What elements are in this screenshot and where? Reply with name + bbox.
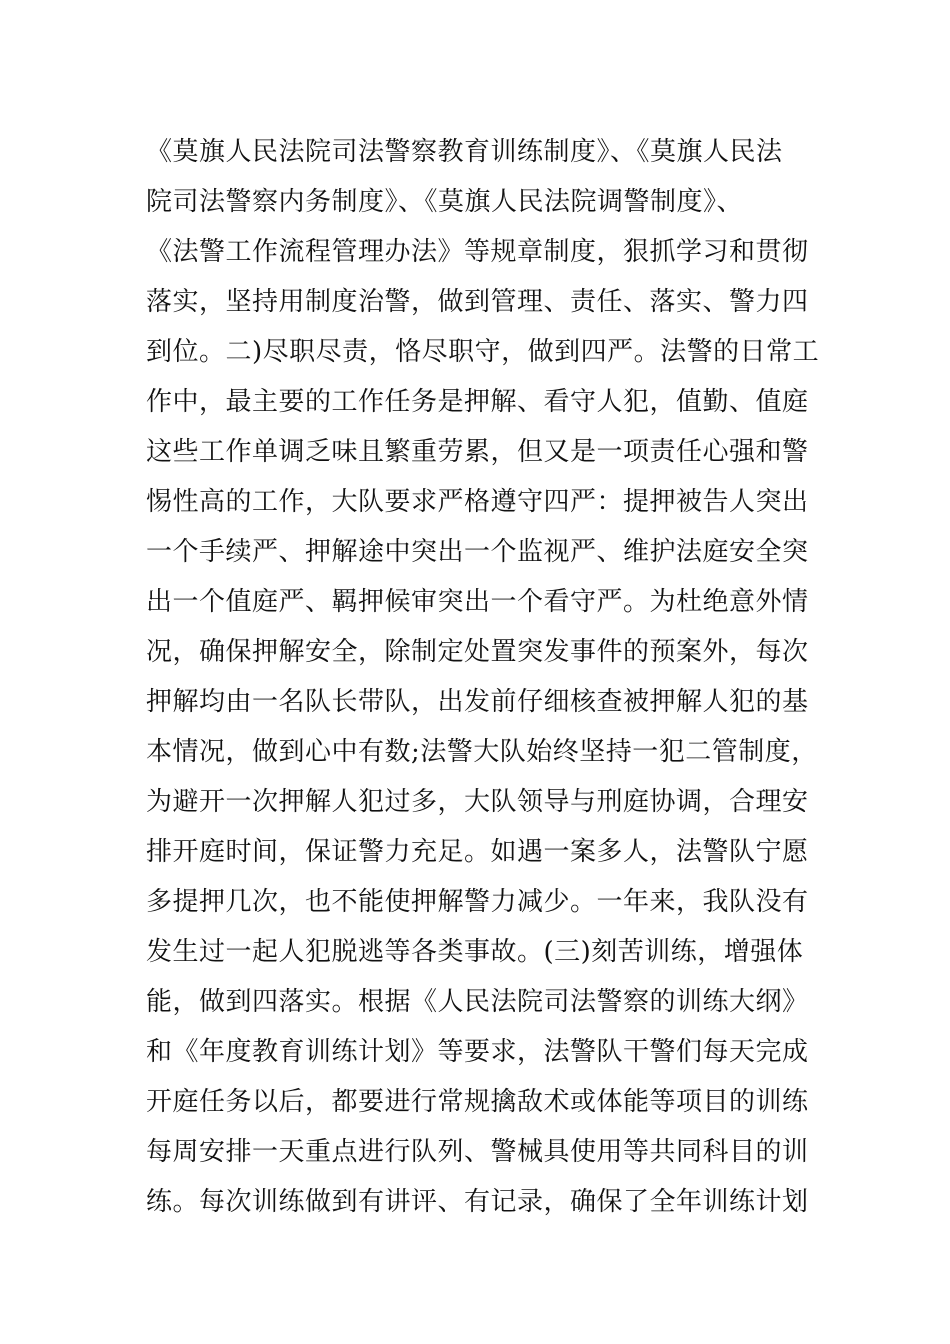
text-line: 开庭任务以后，都要进行常规擒敌术或体能等项目的训练 — [146, 1087, 809, 1117]
text-line: 押解均由一名队长带队，出发前仔细核查被押解人犯的基 — [146, 687, 809, 717]
text-line: 作中，最主要的工作任务是押解、看守人犯，值勤、值庭 — [146, 387, 809, 417]
text-line: 况，确保押解安全，除制定处置突发事件的预案外，每次 — [146, 637, 809, 667]
text-line: 这些工作单调乏味且繁重劳累，但又是一项责任心强和警 — [146, 437, 809, 467]
text-line: 发生过一起人犯脱逃等各类事故。(三)刻苦训练，增强体 — [146, 937, 804, 967]
text-line: 和《年度教育训练计划》等要求，法警队干警们每天完成 — [146, 1037, 809, 1067]
text-line: 排开庭时间，保证警力充足。如遇一案多人，法警队宁愿 — [146, 837, 809, 867]
text-line: 到位。二)尽职尽责，恪尽职守，做到四严。法警的日常工 — [146, 337, 820, 367]
text-line: 《莫旗人民法院司法警察教育训练制度》、《莫旗人民法 — [146, 137, 783, 167]
text-line: 能，做到四落实。根据《人民法院司法警察的训练大纲》 — [146, 987, 809, 1017]
body-text — [146, 127, 820, 1227]
text-line: 为避开一次押解人犯过多，大队领导与刑庭协调，合理安 — [146, 787, 809, 817]
text-line: 院司法警察内务制度》、《莫旗人民法院调警制度》、 — [146, 187, 744, 217]
text-line: 惕性高的工作，大队要求严格遵守四严：提押被告人突出 — [146, 487, 809, 517]
text-line: 每周安排一天重点进行队列、警械具使用等共同科目的训 — [146, 1137, 809, 1167]
text-line: 落实，坚持用制度治警，做到管理、责任、落实、警力四 — [146, 287, 809, 317]
text-line: 出一个值庭严、羁押候审突出一个看守严。为杜绝意外情 — [146, 587, 809, 617]
text-line: 《法警工作流程管理办法》等规章制度，狠抓学习和贯彻 — [146, 237, 809, 267]
text-line: 多提押几次，也不能使押解警力减少。一年来，我队没有 — [146, 887, 809, 917]
text-line: 本情况，做到心中有数;法警大队始终坚持一犯二管制度， — [146, 737, 818, 767]
text-line: 练。每次训练做到有讲评、有记录，确保了全年训练计划 — [146, 1187, 809, 1217]
text-line: 一个手续严、押解途中突出一个监视严、维护法庭安全突 — [146, 537, 809, 567]
